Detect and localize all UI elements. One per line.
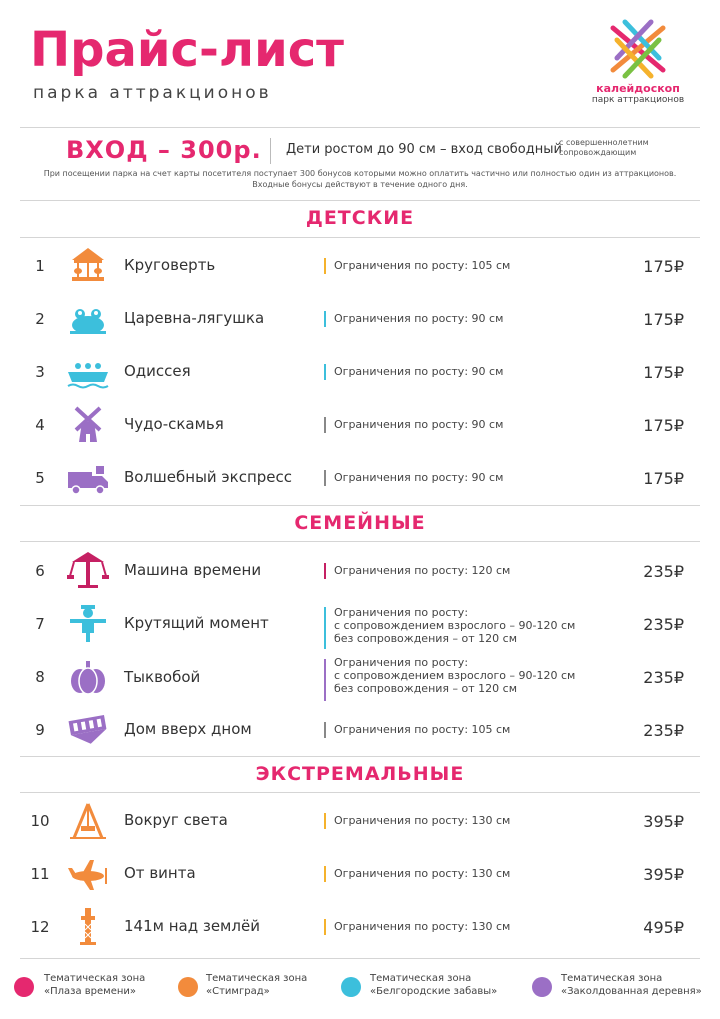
section-title-family: СЕМЕЙНЫЕ [294,512,426,534]
scarecrow-icon [66,603,110,643]
zone-marker [324,470,326,486]
divider [20,505,700,506]
ride-price: 175₽ [643,310,684,329]
zone-marker [324,813,326,829]
height-restriction: Ограничения по росту: 120 см [334,564,511,577]
ride-name: Машина времени [124,561,262,579]
ride-price: 235₽ [643,668,684,687]
zone-marker [324,659,326,701]
zone-dot [532,977,552,997]
ride-price: 235₽ [643,562,684,581]
ride-name: Чудо-скамья [124,415,224,433]
truck-icon [66,458,110,498]
restriction-line: Ограничения по росту: [334,606,469,619]
legend-item [206,972,307,998]
legend-zone-name: «Заколдованная деревня» [561,986,702,997]
logo [588,18,688,118]
free-entry-condition: с совершеннолетним сопровождающим [559,138,649,157]
ride-name: Вокруг света [124,811,228,829]
divider [20,237,700,238]
divider [20,541,700,542]
ride-price: 495₽ [643,918,684,937]
ride-number: 1 [35,257,45,275]
windmill-icon [66,404,110,444]
zone-dot [341,977,361,997]
zone-dot [14,977,34,997]
ride-price: 395₽ [643,812,684,831]
divider [20,756,700,757]
legend-label: Тематическая зона [370,973,472,984]
zone-marker [324,311,326,327]
boat-icon [66,352,110,392]
pumpkin-icon [66,657,110,697]
legend-label: Тематическая зона [561,973,663,984]
bonus-info [20,168,700,190]
legend-label: Тематическая зона [44,973,146,984]
carousel-icon [66,246,110,286]
height-restriction [334,656,575,695]
zone-marker [324,417,326,433]
ride-name: Тыквобой [124,668,201,686]
ride-number: 6 [35,562,45,580]
zone-marker [324,919,326,935]
ride-number: 11 [30,865,50,883]
ride-name: Круговерть [124,256,216,274]
ride-number: 2 [35,310,45,328]
height-restriction: Ограничения по росту: 90 см [334,312,504,325]
frog-icon [66,299,110,339]
ride-price: 235₽ [643,615,684,634]
ride-price: 175₽ [643,469,684,488]
ride-price: 175₽ [643,363,684,382]
legend-item [370,972,497,998]
ride-number: 9 [35,721,45,739]
drop-tower-icon [66,906,110,946]
ride-price: 235₽ [643,721,684,740]
ride-name: 141м над землёй [124,917,260,935]
bonus-line: При посещении парка на счет карты посетителя поступает 300 бонусов которыми можно оплатить частично или полностью один из аттракционов. [43,169,677,178]
ride-number: 8 [35,668,45,686]
legend-label: Тематическая зона [206,973,308,984]
restriction-line: Ограничения по росту: [334,656,469,669]
height-restriction: Ограничения по росту: 90 см [334,365,504,378]
swing-carousel-icon [66,550,110,590]
restriction-line: с сопровождением взрослого – 90-120 см [334,619,576,632]
section-title-extreme: ЭКСТРЕМАЛЬНЫЕ [255,763,465,785]
bonus-line: Входные бонусы действуют в течение одного дня. [252,180,468,189]
height-restriction: Ограничения по росту: 130 см [334,867,511,880]
height-restriction: Ограничения по росту: 90 см [334,418,504,431]
ride-number: 3 [35,363,45,381]
ride-number: 7 [35,615,45,633]
tower-swing-icon [66,800,110,840]
ride-name: Крутящий момент [124,614,269,632]
upside-down-house-icon [66,708,110,748]
zone-marker [324,364,326,380]
restriction-line: без сопровождения – от 120 см [334,682,517,695]
ride-name: Царевна-лягушка [124,309,265,327]
height-restriction: Ограничения по росту: 130 см [334,920,511,933]
zone-marker [324,722,326,738]
height-restriction: Ограничения по росту: 130 см [334,814,511,827]
divider [20,200,700,201]
ride-price: 175₽ [643,416,684,435]
height-restriction: Ограничения по росту: 105 см [334,723,511,736]
divider [20,127,700,128]
ride-name: Одиссея [124,362,191,380]
ride-name: Волшебный экспресс [124,468,293,486]
legend-zone-name: «Стимград» [206,986,270,997]
height-restriction [334,606,575,645]
ride-number: 12 [30,918,50,936]
restriction-line: без сопровождения – от 120 см [334,632,517,645]
ride-name: Дом вверх дном [124,720,252,738]
logo-name: калейдоскоп [596,82,680,95]
ride-number: 4 [35,416,45,434]
legend-item [561,972,702,998]
airplane-icon [66,854,110,894]
page-title: Прайс-лист [30,22,344,78]
height-restriction: Ограничения по росту: 105 см [334,259,511,272]
divider [20,792,700,793]
ride-price: 395₽ [643,865,684,884]
legend-zone-name: «Плаза времени» [44,986,137,997]
zone-marker [324,607,326,649]
zone-dot [178,977,198,997]
legend-item [44,972,145,998]
section-title-kids: ДЕТСКИЕ [305,207,415,229]
legend-zone-name: «Белгородские забавы» [370,986,498,997]
height-restriction: Ограничения по росту: 90 см [334,471,504,484]
zone-marker [324,563,326,579]
ride-name: От винта [124,864,196,882]
kaleidoscope-logo-icon [603,18,673,80]
page-subtitle: парка аттракционов [33,83,272,103]
free-entry-note: Дети ростом до 90 см – вход свободный [286,142,562,157]
entry-price: ВХОД – 300р. [66,136,262,164]
zone-marker [324,258,326,274]
restriction-line: с сопровождением взрослого – 90-120 см [334,669,576,682]
logo-subtitle: парк аттракционов [591,95,685,105]
divider [270,138,271,164]
divider [20,958,700,959]
ride-number: 5 [35,469,45,487]
ride-price: 175₽ [643,257,684,276]
zone-marker [324,866,326,882]
ride-number: 10 [30,812,50,830]
